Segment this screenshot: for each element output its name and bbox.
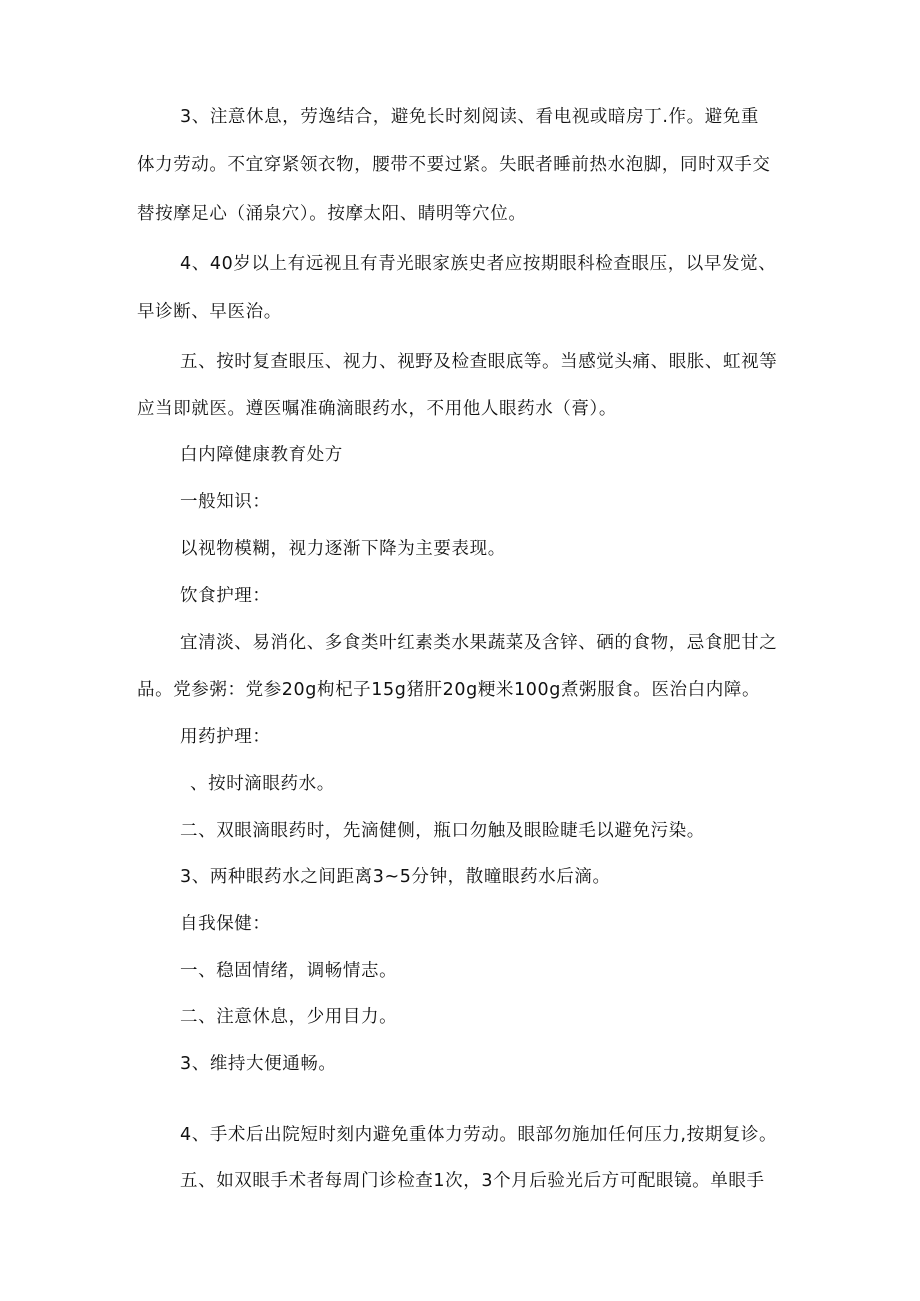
text-line-13: 品。党参粥：党参20g枸杞子15g猪肝20g粳米100g煮粥服食。医治白内障。 bbox=[137, 680, 761, 700]
text-line-3: 替按摩足心（涌泉穴）。按摩太阳、睛明等穴位。 bbox=[137, 204, 527, 224]
text-line-20: 二、注意休息，少用目力。 bbox=[180, 1007, 398, 1027]
heading-general-knowledge: 一般知识： bbox=[180, 492, 271, 512]
text-line-7: 应当即就医。遵医嘱准确滴眼药水，不用他人眼药水（膏）。 bbox=[137, 399, 617, 419]
text-line-21: 3、维持大便通畅。 bbox=[180, 1054, 337, 1074]
heading-self-care: 自我保健： bbox=[180, 914, 271, 934]
text-line-10: 以视物模糊，视力逐渐下降为主要表现。 bbox=[180, 539, 506, 559]
text-line-19: 一、稳固情绪，调畅情志。 bbox=[180, 961, 398, 981]
text-line-5: 早诊断、早医治。 bbox=[137, 302, 282, 322]
text-line-4: 4、40岁以上有远视且有青光眼家族史者应按期眼科检查眼压，以早发觉、 bbox=[180, 254, 777, 274]
text-line-2: 体力劳动。不宜穿紧领衣物，腰带不要过紧。失眠者睡前热水泡脚，同时双手交 bbox=[137, 155, 771, 175]
text-line-22: 4、手术后出院短时刻内避免重体力劳动。眼部勿施加任何压力,按期复诊。 bbox=[180, 1125, 778, 1145]
text-line-17: 3、两种眼药水之间距离3~5分钟，散曈眼药水后滴。 bbox=[180, 867, 611, 887]
text-line-23: 五、如双眼手术者每周门诊检查1次，3个月后验光后方可配眼镜。单眼手 bbox=[180, 1171, 765, 1191]
heading-diet-care: 饮食护理： bbox=[180, 586, 271, 606]
text-line-12: 宜清淡、易消化、多食类叶红素类水果蔬菜及含锌、硒的食物，忌食肥甘之 bbox=[180, 633, 778, 653]
text-line-1: 3、注意休息，劳逸结合，避免长时刻阅读、看电视或暗房丁.作。避免重 bbox=[180, 107, 759, 127]
text-line-6: 五、按时复查眼压、视力、视野及检查眼底等。当感觉头痛、眼胀、虹视等 bbox=[180, 352, 778, 372]
section-title-cataract: 白内障健康教育处方 bbox=[180, 445, 343, 465]
heading-medication-care: 用药护理： bbox=[180, 727, 271, 747]
text-line-15: 、按时滴眼药水。 bbox=[190, 774, 335, 794]
text-line-16: 二、双眼滴眼药时，先滴健侧，瓶口勿触及眼睑睫毛以避免污染。 bbox=[180, 821, 705, 841]
